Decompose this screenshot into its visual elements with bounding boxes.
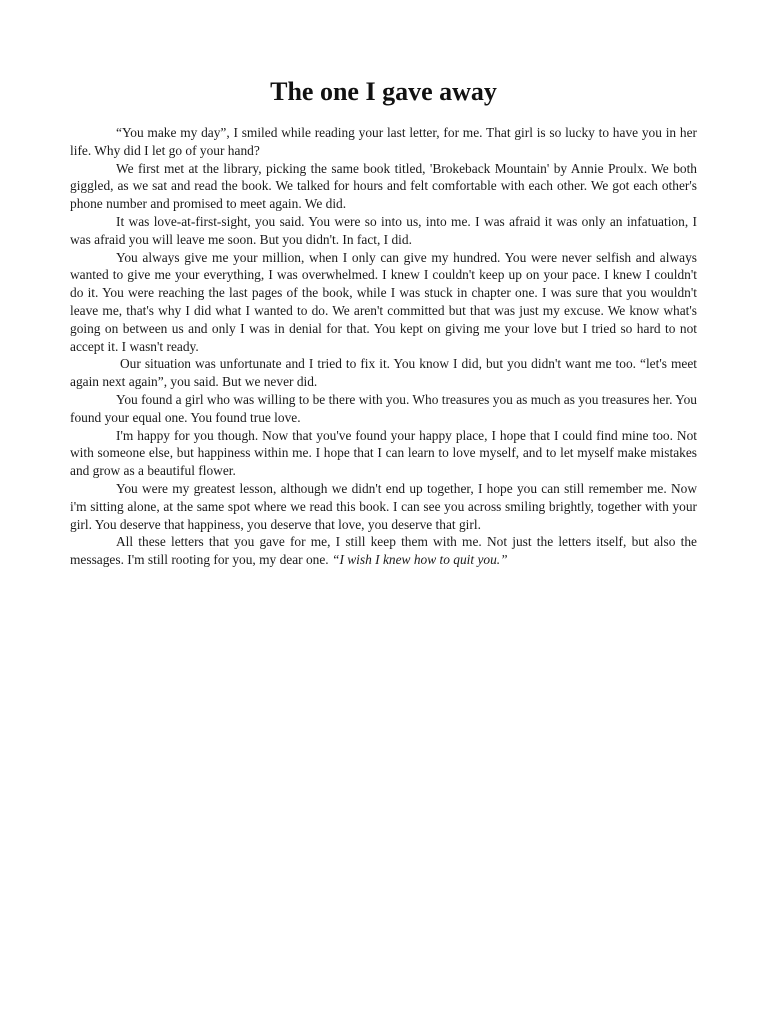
document-body [70,124,697,569]
paragraph: I'm happy for you though. Now that you've found your happy place, I hope that I could find mine too. Not with someone else, but happiness within me. I hope that I can learn to love myself, and to let myself make mistakes and grow as a beautiful flower. [70,427,697,479]
paragraph: You found a girl who was willing to be there with you. Who treasures you as much as you treasures her. You found your equal one. You found true love. [70,391,697,425]
paragraph: Our situation was unfortunate and I tried to fix it. You know I did, but you didn't want me too. “let's meet again next again”, you said. But we never did. [70,356,697,390]
document-page [70,72,697,569]
paragraph: You were my greatest lesson, although we didn't end up together, I hope you can still remember me. Now i'm sitting alone, at the same spot where we read this book. I can see you across smiling brightly, together with your girl. You deserve that happiness, you deserve that love, you deserve that girl. [70,480,697,532]
paragraph-text: All these letters that you gave for me, I still keep them with me. Not just the letters itself, but also the messages. I'm still rooting for you, my dear one. [70,534,697,568]
document-title: The one I gave away [270,77,497,106]
paragraph-last [70,533,697,569]
closing-quote: “I wish I knew how to quit you.” [332,552,508,568]
paragraph: You always give me your million, when I only can give my hundred. You were never selfish and always wanted to give me your everything, I was overwhelmed. I knew I couldn't keep up on your pace. I knew I couldn't do it. You were reaching the last pages of the book, while I was stuck in chapter one. I was sure that you wouldn't leave me, that's why I did what I wanted to do. We aren't committed but that was just my excuse. We know what's going on between us and only I was in denial for that. You kept on giving me your love but I tried so hard to not accept it. I wasn't ready. [70,249,697,354]
paragraph: We first met at the library, picking the same book titled, 'Brokeback Mountain' by Annie Proulx. We both giggled, as we sat and read the book. We talked for hours and felt comfortable with each other. We got each other's phone number and promised to meet again. We did. [70,160,697,212]
paragraph: It was love-at-first-sight, you said. You were so into us, into me. I was afraid it was only an infatuation, I was afraid you will leave me soon. But you didn't. In fact, I did. [70,213,697,247]
paragraph: “You make my day”, I smiled while reading your last letter, for me. That girl is so lucky to have you in her life. Why did I let go of your hand? [70,125,697,158]
